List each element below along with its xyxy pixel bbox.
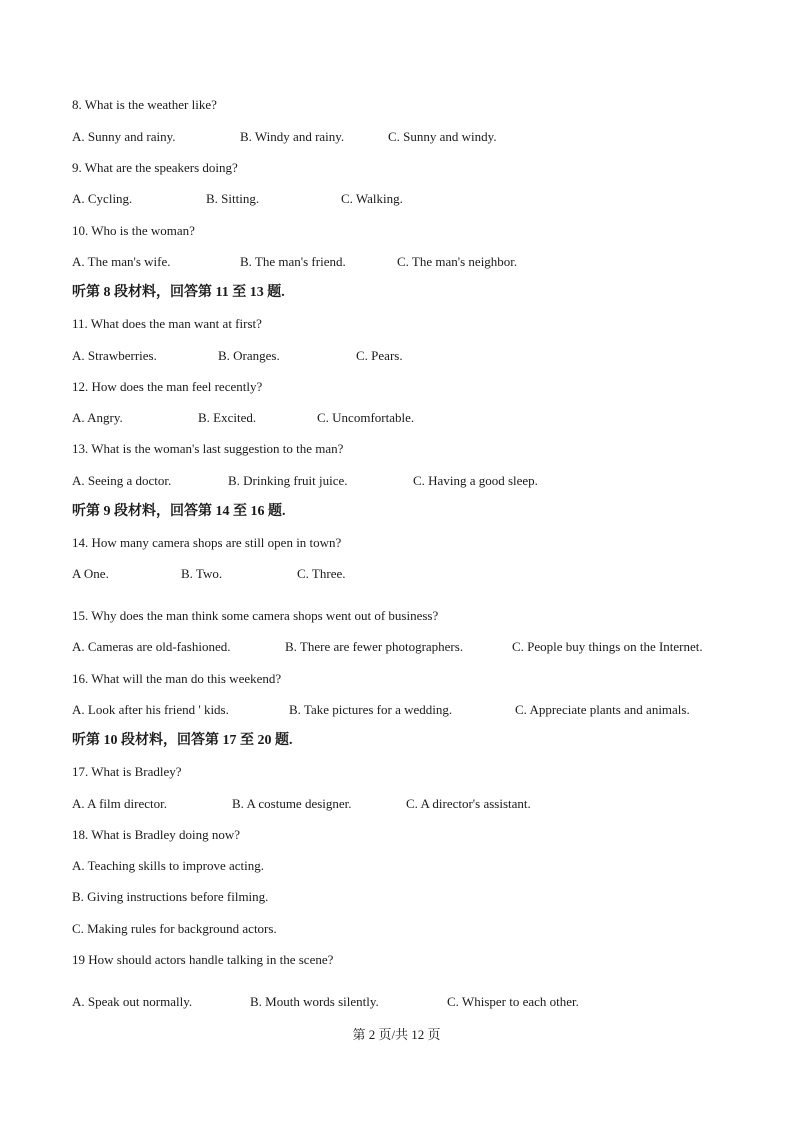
question-14: 14. How many camera shops are still open in town? (72, 535, 342, 550)
option-19b: B. Mouth words silently. (250, 994, 379, 1009)
option-16b: B. Take pictures for a wedding. (289, 702, 453, 717)
option-11b: B. Oranges. (218, 348, 280, 363)
question-9: 9. What are the speakers doing? (72, 160, 238, 175)
question-19: 19 How should actors handle talking in the scene? (72, 952, 334, 967)
question-15: 15. Why does the man think some camera shops went out of business? (72, 608, 439, 623)
option-18c: C. Making rules for background actors. (72, 921, 277, 936)
section-heading-8: 听第 8 段材料，回答第 11 至 13 题. (72, 285, 285, 300)
question-13: 13. What is the woman's last suggestion to the man? (72, 441, 344, 456)
option-15b: B. There are fewer photographers. (285, 639, 464, 654)
option-12b: B. Excited. (198, 410, 257, 425)
option-15c: C. People buy things on the Internet. (512, 639, 703, 654)
option-13b: B. Drinking fruit juice. (228, 473, 348, 488)
option-9b: B. Sitting. (206, 191, 260, 206)
option-17c: C. A director's assistant. (406, 796, 531, 811)
question-8: 8. What is the weather like? (72, 97, 217, 112)
option-10a: A. The man's wife. (72, 254, 171, 269)
option-13a: A. Seeing a doctor. (72, 473, 172, 488)
option-14a: A One. (72, 566, 109, 581)
section-heading-9: 听第 9 段材料，回答第 14 至 16 题. (72, 504, 286, 519)
option-18b: B. Giving instructions before filming. (72, 889, 269, 904)
option-10b: B. The man's friend. (240, 254, 346, 269)
option-17b: B. A costume designer. (232, 796, 352, 811)
option-9c: C. Walking. (341, 191, 403, 206)
option-19a: A. Speak out normally. (72, 994, 193, 1009)
question-10: 10. Who is the woman? (72, 223, 195, 238)
option-17a: A. A film director. (72, 796, 167, 811)
option-10c: C. The man's neighbor. (397, 254, 518, 269)
page-number-footer: 第 2 页/共 12 页 (352, 1027, 441, 1042)
question-12: 12. How does the man feel recently? (72, 379, 263, 394)
option-16c: C. Appreciate plants and animals. (515, 702, 690, 717)
option-11c: C. Pears. (356, 348, 403, 363)
option-13c: C. Having a good sleep. (413, 473, 538, 488)
option-14b: B. Two. (181, 566, 223, 581)
option-8a: A. Sunny and rainy. (72, 129, 176, 144)
option-12a: A. Angry. (72, 410, 123, 425)
option-12c: C. Uncomfortable. (317, 410, 415, 425)
option-19c: C. Whisper to each other. (447, 994, 579, 1009)
option-8c: C. Sunny and windy. (388, 129, 497, 144)
option-14c: C. Three. (297, 566, 346, 581)
question-16: 16. What will the man do this weekend? (72, 671, 282, 686)
question-17: 17. What is Bradley? (72, 764, 182, 779)
option-11a: A. Strawberries. (72, 348, 157, 363)
option-8b: B. Windy and rainy. (240, 129, 345, 144)
option-15a: A. Cameras are old-fashioned. (72, 639, 231, 654)
question-18: 18. What is Bradley doing now? (72, 827, 241, 842)
option-9a: A. Cycling. (72, 191, 133, 206)
question-11: 11. What does the man want at first? (72, 316, 262, 331)
option-16a: A. Look after his friend ' kids. (72, 702, 229, 717)
section-heading-10: 听第 10 段材料，回答第 17 至 20 题. (72, 733, 293, 748)
option-18a: A. Teaching skills to improve acting. (72, 858, 265, 873)
